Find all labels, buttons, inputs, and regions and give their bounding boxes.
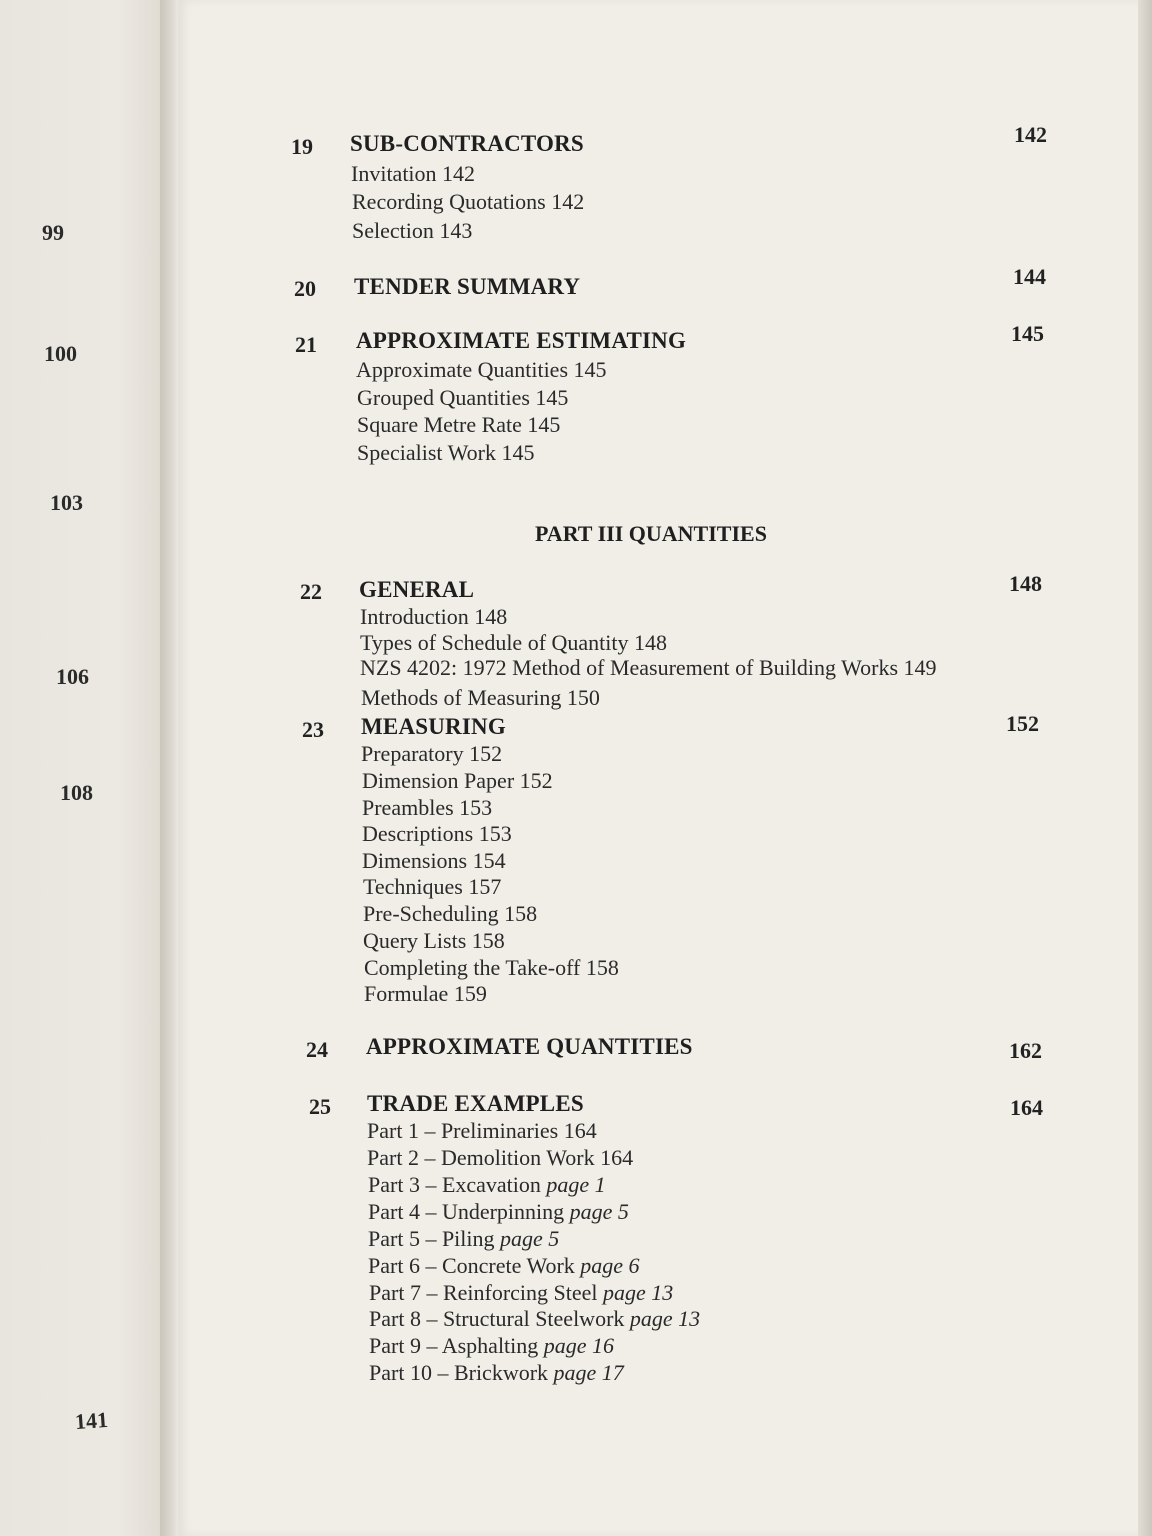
toc-entry: Selection 143 [352, 218, 473, 243]
chapter-page: 144 [1013, 264, 1046, 289]
chapter-number: 20 [294, 276, 316, 301]
toc-entry: Dimensions 154 [362, 848, 506, 873]
toc-entry: Invitation 142 [351, 161, 476, 186]
chapter-title: SUB-CONTRACTORS [350, 131, 584, 156]
toc-entry: Methods of Measuring 150 [361, 685, 600, 710]
left-page-number: 108 [60, 780, 93, 805]
toc-entry: Part 7 – Reinforcing Steel page 13 [369, 1280, 674, 1305]
toc-entry: Part 5 – Piling page 5 [368, 1226, 560, 1251]
left-page-number: 141 [74, 1406, 109, 1435]
toc-entry: Types of Schedule of Quantity 148 [360, 630, 668, 655]
toc-entry: Specialist Work 145 [357, 440, 535, 465]
chapter-page: 142 [1014, 122, 1047, 147]
chapter-number: 24 [306, 1037, 328, 1062]
toc-entry: Techniques 157 [363, 874, 502, 899]
chapter-title: GENERAL [359, 577, 475, 602]
chapter-number: 21 [295, 332, 317, 357]
chapter-number: 25 [309, 1094, 331, 1119]
toc-entry: Square Metre Rate 145 [357, 412, 561, 437]
page-reference: page 5 [500, 1226, 560, 1251]
toc-entry: Introduction 148 [360, 604, 508, 629]
page-reference: page 6 [580, 1253, 640, 1278]
chapter-number: 19 [291, 134, 313, 159]
chapter-page: 164 [1010, 1095, 1043, 1120]
toc-entry: Dimension Paper 152 [362, 768, 553, 793]
chapter-page: 148 [1009, 571, 1042, 596]
toc-entry: Part 1 – Preliminaries 164 [367, 1118, 597, 1143]
toc-entry: Preparatory 152 [361, 741, 503, 766]
toc-entry: Approximate Quantities 145 [356, 357, 607, 382]
page-reference: page 5 [569, 1199, 629, 1224]
toc-entry: Preambles 153 [362, 795, 493, 820]
chapter-page: 145 [1011, 321, 1044, 346]
toc-entry: Grouped Quantities 145 [357, 385, 569, 410]
left-page-number: 103 [50, 490, 83, 515]
toc-entry: Pre-Scheduling 158 [363, 901, 538, 926]
book-gutter [160, 0, 180, 1536]
left-page-number: 99 [42, 220, 64, 245]
chapter-page: 162 [1009, 1038, 1042, 1063]
left-page [0, 0, 168, 1536]
chapter-title: TENDER SUMMARY [354, 274, 581, 299]
chapter-title: APPROXIMATE QUANTITIES [366, 1034, 693, 1059]
left-page-number: 100 [44, 341, 77, 366]
chapter-title: APPROXIMATE ESTIMATING [356, 328, 687, 353]
page-reference: page 13 [603, 1280, 674, 1305]
toc-entry: Part 8 – Structural Steelwork page 13 [369, 1306, 701, 1331]
toc-entry: Part 9 – Asphalting page 16 [369, 1333, 615, 1358]
toc-entry: Formulae 159 [364, 981, 487, 1006]
chapter-number: 22 [300, 579, 322, 604]
part-heading: PART III QUANTITIES [535, 521, 767, 546]
toc-entry: Part 4 – Underpinning page 5 [368, 1199, 629, 1224]
toc-entry: Part 10 – Brickwork page 17 [369, 1360, 624, 1385]
page-reference: page 13 [629, 1306, 701, 1331]
toc-entry: Descriptions 153 [362, 821, 512, 846]
toc-entry: Query Lists 158 [363, 928, 505, 953]
page-reference: page 1 [546, 1172, 606, 1197]
chapter-page: 152 [1006, 711, 1039, 736]
chapter-title: MEASURING [361, 714, 506, 739]
page-edge [1138, 0, 1152, 1536]
toc-entry: Part 3 – Excavation page 1 [368, 1172, 606, 1197]
toc-entry: Part 2 – Demolition Work 164 [367, 1145, 634, 1170]
chapter-number: 23 [302, 717, 324, 742]
toc-entry: Completing the Take-off 158 [364, 955, 619, 980]
chapter-title: TRADE EXAMPLES [367, 1091, 584, 1116]
toc-entry: Part 6 – Concrete Work page 6 [368, 1253, 640, 1278]
toc-entry: NZS 4202: 1972 Method of Measurement of Building Works 149 [360, 655, 937, 680]
page-reference: page 17 [553, 1360, 624, 1385]
page-reference: page 16 [543, 1333, 615, 1358]
toc-entry: Recording Quotations 142 [352, 189, 585, 214]
left-page-number: 106 [56, 664, 89, 689]
